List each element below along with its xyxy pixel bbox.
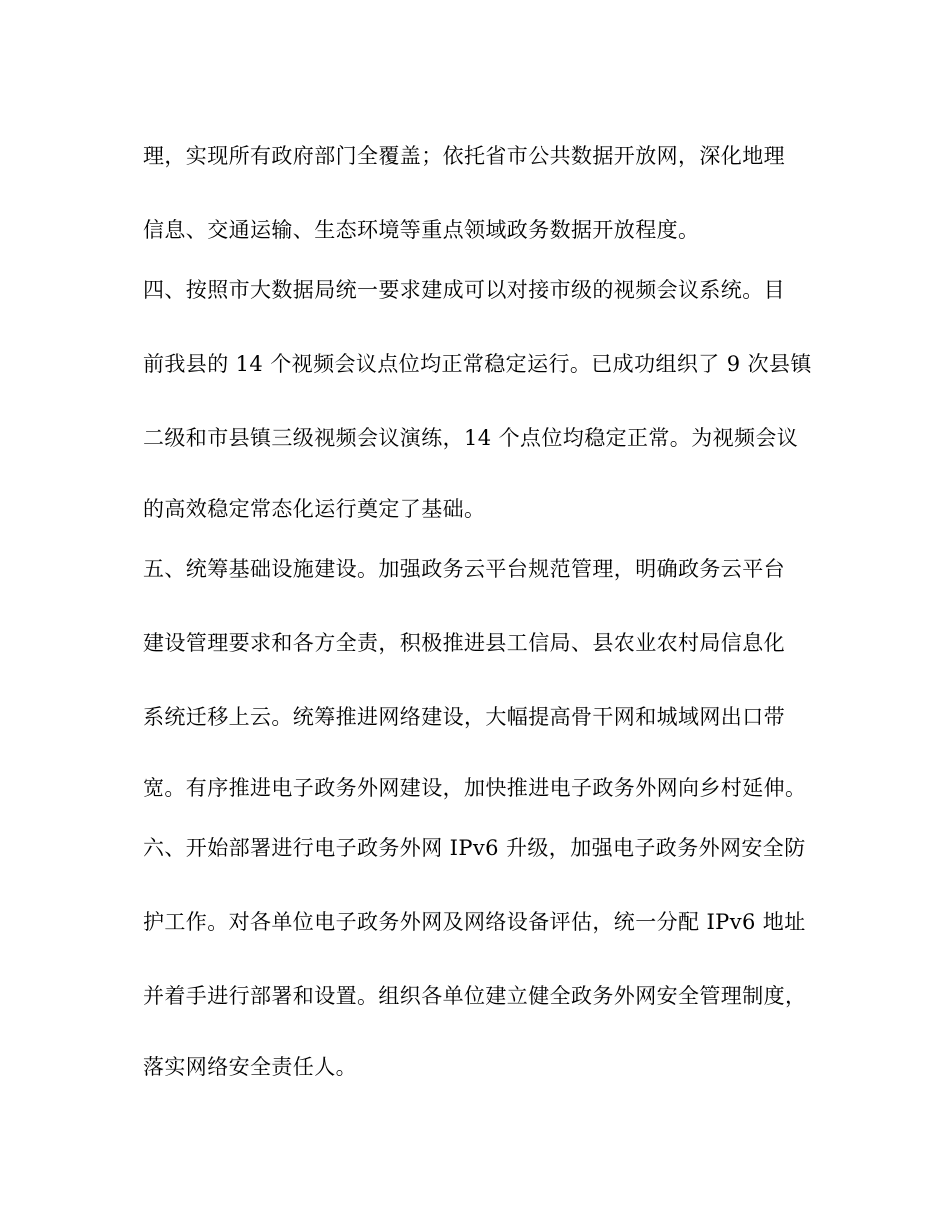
text-line: 二级和市县镇三级视频会议演练，14 个点位均稳定正常。为视频会议 (143, 426, 799, 450)
text-line: 理，实现所有政府部门全覆盖；依托省市公共数据开放网，深化地理 (143, 144, 785, 168)
text-line: 信息、交通运输、生态环境等重点领域政务数据开放程度。 (143, 218, 700, 242)
text-line: 系统迁移上云。统筹推进网络建设，大幅提高骨干网和城域网出口带 (143, 705, 785, 729)
text-line: 六、开始部署进行电子政务外网 IPv6 升级，加强电子政务外网安全防 (143, 836, 806, 860)
text-line: 建设管理要求和各方全责，积极推进县工信局、县农业农村局信息化 (143, 631, 785, 655)
text-line: 并着手进行部署和设置。组织各单位建立健全政务外网安全管理制度， (143, 984, 807, 1008)
text-line: 的高效稳定常态化运行奠定了基础。 (143, 497, 486, 521)
text-line: 四、按照市大数据局统一要求建成可以对接市级的视频会议系统。目 (143, 278, 785, 302)
text-line: 落实网络安全责任人。 (143, 1055, 357, 1079)
text-line: 前我县的 14 个视频会议点位均正常稳定运行。已成功组织了 9 次县镇 (143, 352, 812, 376)
text-line: 宽。有序推进电子政务外网建设，加快推进电子政务外网向乡村延伸。 (143, 776, 807, 800)
text-line: 护工作。对各单位电子政务外网及网络设备评估，统一分配 IPv6 地址 (143, 910, 806, 934)
text-line: 五、统筹基础设施建设。加强政务云平台规范管理，明确政务云平台 (143, 557, 785, 581)
